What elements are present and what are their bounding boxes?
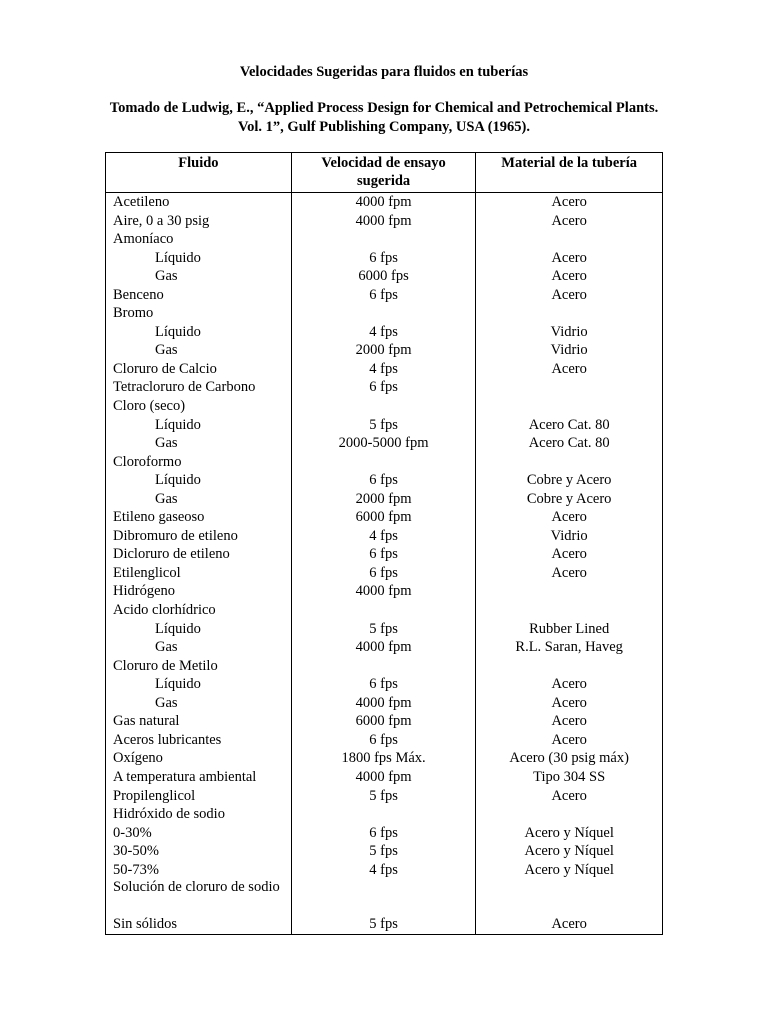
cell-material: Cobre y Acero (476, 471, 663, 490)
table-row (106, 545, 663, 564)
table-row (106, 267, 663, 286)
cell-velocity: 6 fps (291, 378, 476, 397)
cell-material: R.L. Saran, Haveg (476, 638, 663, 657)
cell-fluid: Etileno gaseoso (106, 508, 292, 527)
cell-velocity: 5 fps (291, 620, 476, 639)
cell-material (476, 230, 663, 249)
cell-material: Rubber Lined (476, 620, 663, 639)
cell-fluid: A temperatura ambiental (106, 768, 292, 787)
cell-fluid: Líquido (106, 416, 292, 435)
cell-material: Acero (476, 564, 663, 583)
cell-fluid: Líquido (106, 675, 292, 694)
cell-material (476, 657, 663, 676)
cell-velocity: 6 fps (291, 545, 476, 564)
table-row (106, 193, 663, 212)
cell-fluid: Cloro (seco) (106, 397, 292, 416)
cell-fluid: Gas natural (106, 712, 292, 731)
cell-material (476, 582, 663, 601)
cell-velocity: 6000 fpm (291, 712, 476, 731)
table-row (106, 879, 663, 915)
cell-velocity: 4 fps (291, 360, 476, 379)
cell-velocity: 4 fps (291, 323, 476, 342)
table-row (106, 212, 663, 231)
cell-fluid: Dicloruro de etileno (106, 545, 292, 564)
table-row (106, 675, 663, 694)
cell-velocity: 2000 fpm (291, 341, 476, 360)
cell-material: Acero (476, 508, 663, 527)
cell-material: Acero (30 psig máx) (476, 749, 663, 768)
cell-velocity: 2000 fpm (291, 490, 476, 509)
cell-material (476, 601, 663, 620)
velocity-table (105, 152, 663, 935)
cell-material: Vidrio (476, 323, 663, 342)
cell-material: Acero Cat. 80 (476, 434, 663, 453)
cell-fluid: Cloruro de Metilo (106, 657, 292, 676)
table-header-row (106, 153, 663, 193)
cell-velocity: 1800 fps Máx. (291, 749, 476, 768)
cell-velocity (291, 879, 476, 915)
cell-velocity: 6000 fps (291, 267, 476, 286)
cell-fluid: Líquido (106, 249, 292, 268)
header-velocity: Velocidad de ensayo sugerida (291, 153, 476, 193)
cell-velocity: 5 fps (291, 915, 476, 934)
cell-velocity: 6 fps (291, 249, 476, 268)
cell-material: Acero (476, 787, 663, 806)
cell-velocity: 5 fps (291, 842, 476, 861)
cell-fluid: Etilenglicol (106, 564, 292, 583)
cell-material: Tipo 304 SS (476, 768, 663, 787)
cell-material: Acero (476, 249, 663, 268)
cell-velocity: 4000 fpm (291, 582, 476, 601)
cell-material: Acero Cat. 80 (476, 416, 663, 435)
cell-material (476, 453, 663, 472)
cell-velocity: 4000 fpm (291, 212, 476, 231)
cell-material: Acero (476, 360, 663, 379)
cell-material: Cobre y Acero (476, 490, 663, 509)
cell-velocity: 4 fps (291, 861, 476, 880)
header-fluid: Fluido (106, 153, 292, 193)
cell-fluid: Oxígeno (106, 749, 292, 768)
table-row (106, 360, 663, 379)
cell-velocity (291, 397, 476, 416)
table-row (106, 638, 663, 657)
table-row (106, 230, 663, 249)
cell-fluid: Sin sólidos (106, 915, 292, 934)
cell-fluid: Cloruro de Calcio (106, 360, 292, 379)
cell-velocity: 4000 fpm (291, 638, 476, 657)
cell-fluid: Líquido (106, 471, 292, 490)
cell-material: Acero (476, 694, 663, 713)
cell-fluid: Hidróxido de sodio (106, 805, 292, 824)
cell-fluid: Líquido (106, 620, 292, 639)
cell-fluid: Acetileno (106, 193, 292, 212)
cell-material: Acero (476, 267, 663, 286)
cell-fluid: Hidrógeno (106, 582, 292, 601)
table-row (106, 787, 663, 806)
cell-fluid: Amoníaco (106, 230, 292, 249)
table-row (106, 768, 663, 787)
cell-velocity: 4 fps (291, 527, 476, 546)
cell-fluid: Aceros lubricantes (106, 731, 292, 750)
cell-material: Acero (476, 675, 663, 694)
table-row (106, 527, 663, 546)
cell-fluid: Solución de cloruro de sodio (106, 879, 292, 915)
table-row (106, 416, 663, 435)
cell-velocity: 6 fps (291, 471, 476, 490)
cell-velocity (291, 230, 476, 249)
cell-fluid: Benceno (106, 286, 292, 305)
cell-velocity (291, 805, 476, 824)
cell-fluid: Propilenglicol (106, 787, 292, 806)
table-row (106, 657, 663, 676)
table-row (106, 564, 663, 583)
table-row (106, 249, 663, 268)
table-row (106, 694, 663, 713)
table-row (106, 915, 663, 934)
cell-velocity (291, 304, 476, 323)
table-row (106, 620, 663, 639)
table-row (106, 397, 663, 416)
header-material: Material de la tubería (476, 153, 663, 193)
cell-fluid: Bromo (106, 304, 292, 323)
table-row (106, 471, 663, 490)
cell-material (476, 378, 663, 397)
cell-velocity: 6 fps (291, 731, 476, 750)
cell-velocity: 4000 fpm (291, 694, 476, 713)
cell-material: Acero (476, 712, 663, 731)
table-row (106, 378, 663, 397)
cell-material (476, 397, 663, 416)
table-row (106, 712, 663, 731)
table-row (106, 842, 663, 861)
cell-material: Acero (476, 193, 663, 212)
cell-fluid: Gas (106, 490, 292, 509)
cell-material: Acero (476, 286, 663, 305)
cell-material: Acero (476, 212, 663, 231)
cell-material: Acero (476, 915, 663, 934)
cell-fluid: 30-50% (106, 842, 292, 861)
cell-velocity: 2000-5000 fpm (291, 434, 476, 453)
cell-material: Acero (476, 731, 663, 750)
page-title: Velocidades Sugeridas para fluidos en tuberías (239, 64, 529, 80)
cell-velocity: 6000 fpm (291, 508, 476, 527)
cell-fluid: Aire, 0 a 30 psig (106, 212, 292, 231)
cell-fluid: Gas (106, 434, 292, 453)
cell-fluid: Líquido (106, 323, 292, 342)
table-row (106, 508, 663, 527)
cell-velocity: 4000 fpm (291, 193, 476, 212)
table-body (106, 193, 663, 935)
cell-fluid: Cloroformo (106, 453, 292, 472)
cell-velocity: 5 fps (291, 416, 476, 435)
cell-material: Acero y Níquel (476, 842, 663, 861)
cell-material: Acero y Níquel (476, 861, 663, 880)
table-row (106, 286, 663, 305)
cell-fluid: Gas (106, 694, 292, 713)
cell-velocity: 6 fps (291, 564, 476, 583)
table-row (106, 453, 663, 472)
cell-material (476, 879, 663, 915)
table-row (106, 601, 663, 620)
table-row (106, 341, 663, 360)
cell-velocity (291, 601, 476, 620)
table-row (106, 749, 663, 768)
cell-material: Vidrio (476, 527, 663, 546)
table-row (106, 582, 663, 601)
cell-velocity (291, 453, 476, 472)
table-row (106, 434, 663, 453)
table-row (106, 824, 663, 843)
cell-material: Acero (476, 545, 663, 564)
table-row (106, 731, 663, 750)
cell-fluid: Gas (106, 267, 292, 286)
table-row (106, 490, 663, 509)
source-citation: Tomado de Ludwig, E., “Applied Process Design for Chemical and Petrochemical Plants. Vol. 1”, Gulf Publishing Company, USA (1965). (109, 100, 659, 135)
cell-fluid: Gas (106, 638, 292, 657)
cell-fluid: Dibromuro de etileno (106, 527, 292, 546)
cell-velocity: 6 fps (291, 286, 476, 305)
cell-velocity: 5 fps (291, 787, 476, 806)
cell-velocity: 6 fps (291, 675, 476, 694)
table-row (106, 861, 663, 880)
table-row (106, 805, 663, 824)
cell-material: Acero y Níquel (476, 824, 663, 843)
cell-fluid: 50-73% (106, 861, 292, 880)
cell-velocity: 6 fps (291, 824, 476, 843)
cell-fluid: Gas (106, 341, 292, 360)
cell-velocity: 4000 fpm (291, 768, 476, 787)
cell-velocity (291, 657, 476, 676)
cell-material (476, 304, 663, 323)
cell-fluid: 0-30% (106, 824, 292, 843)
table-row (106, 304, 663, 323)
cell-material: Vidrio (476, 341, 663, 360)
cell-fluid: Acido clorhídrico (106, 601, 292, 620)
cell-material (476, 805, 663, 824)
table-row (106, 323, 663, 342)
cell-fluid: Tetracloruro de Carbono (106, 378, 292, 397)
